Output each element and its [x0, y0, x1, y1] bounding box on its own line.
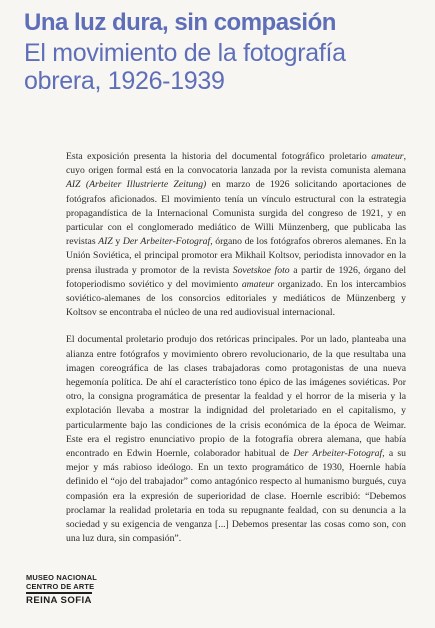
- p1-text-1: Esta exposición presenta la historia del documental fotográfico proletario: [66, 151, 372, 162]
- p1-text-6: a partir de 1926, órgano del fotoperiodismo soviético y del movimiento: [66, 264, 407, 290]
- p1-text-5: , órgano de los fotógrafos obreros alemanes. En la Unión Soviética, el principal promotor era Mikhail Koltsov, periodista innovador en la prensa ilustrada y promotor de la revista: [66, 236, 406, 276]
- body-text: [66, 150, 406, 546]
- subtitle-line-1: El movimiento de la fotografía: [24, 39, 346, 67]
- p1-italic-amateur-2: amateur: [241, 278, 275, 290]
- page-title: Una luz dura, sin compasión: [24, 9, 336, 36]
- p2-text-2: , a su mejor y más rabioso ideólogo. En un texto programático de 1930, Hoernle había definido el “ojo del trabajador” como antagónico respecto al humanismo burgués, cuya compasión era la expresión de superioridad de clase. Hoernle escribió: “Debemos proclamar la realidad proletaria en toda su repugnante fealdad, con su denuncia a la sociedad y su exigencia de venganza [...] Debemos presentar las cosas como son, con una luz dura, sin compasión”.: [66, 448, 406, 545]
- page-subtitle: [24, 39, 424, 95]
- p2-italic-arbeiter-fotograf: Der Arbeiter-Fotograf: [293, 448, 383, 460]
- p1-italic-amateur: amateur: [371, 151, 404, 162]
- logo-line-1: MUSEO NACIONAL: [26, 573, 97, 582]
- p1-italic-sovetskoe-foto: Sovetskoe foto: [232, 264, 290, 276]
- p1-text-3: en marzo de 1926 solicitando aportaciones de fotógrafos aficionados. El movimiento tenía un vínculo estructural con la estrategia propagandística de la Internacional Comunista surgida del congreso de 1921, y en particular con el conglomerado mediático de Willi Münzenberg, que publicaba las revistas: [66, 179, 406, 248]
- logo-divider: [26, 592, 92, 594]
- p1-text-4: y: [112, 236, 123, 248]
- paragraph-2: [66, 333, 406, 546]
- p1-text-7: organizado. En los intercambios soviético-alemanes de los consorcios editoriales y mediáticos de Münzenberg y Koltsov se encontraba el núcleo de una red audiovisual internacional.: [66, 278, 407, 319]
- museum-logo: [26, 574, 104, 606]
- paragraph-1: [66, 150, 406, 320]
- logo-line-3: REINA SOFIA: [26, 594, 92, 606]
- p1-italic-aiz: AIZ: [98, 236, 113, 248]
- p1-italic-arbeiter-fotograf: Der Arbeiter-Fotograf: [122, 236, 211, 248]
- subtitle-line-2: obrera, 1926-1939: [24, 67, 225, 95]
- p1-text-2: , cuyo origen formal está en la convocatoria lanzada por la revista comunista alemana: [66, 151, 406, 177]
- logo-line-2: CENTRO DE ARTE: [26, 581, 95, 591]
- p1-italic-aiz-full: AIZ (Arbeiter Illustrierte Zeitung): [66, 179, 207, 191]
- p2-text-1: El documental proletario produjo dos retóricas principales. Por un lado, planteaba una alianza entre fotógrafos y movimiento obrero revolucionario, de la que resultaba una imagen coreográfica de las clases trabajadoras como protagonistas de una nueva hegemonía política. De ahí el característico tono épico de las imágenes soviéticas. Por otro, la consigna programática de presentar la fealdad y el horror de la miseria y la explotación llevaba a mostrar la indignidad del proletariado en el capitalismo, y particularmente bajo las condiciones de la crisis económica de la época de Weimar. Este era el registro enunciativo propio de la fotografía obrera alemana, que había encontrado en Edwin Hoernle, colaborador habitual de: [66, 334, 406, 460]
